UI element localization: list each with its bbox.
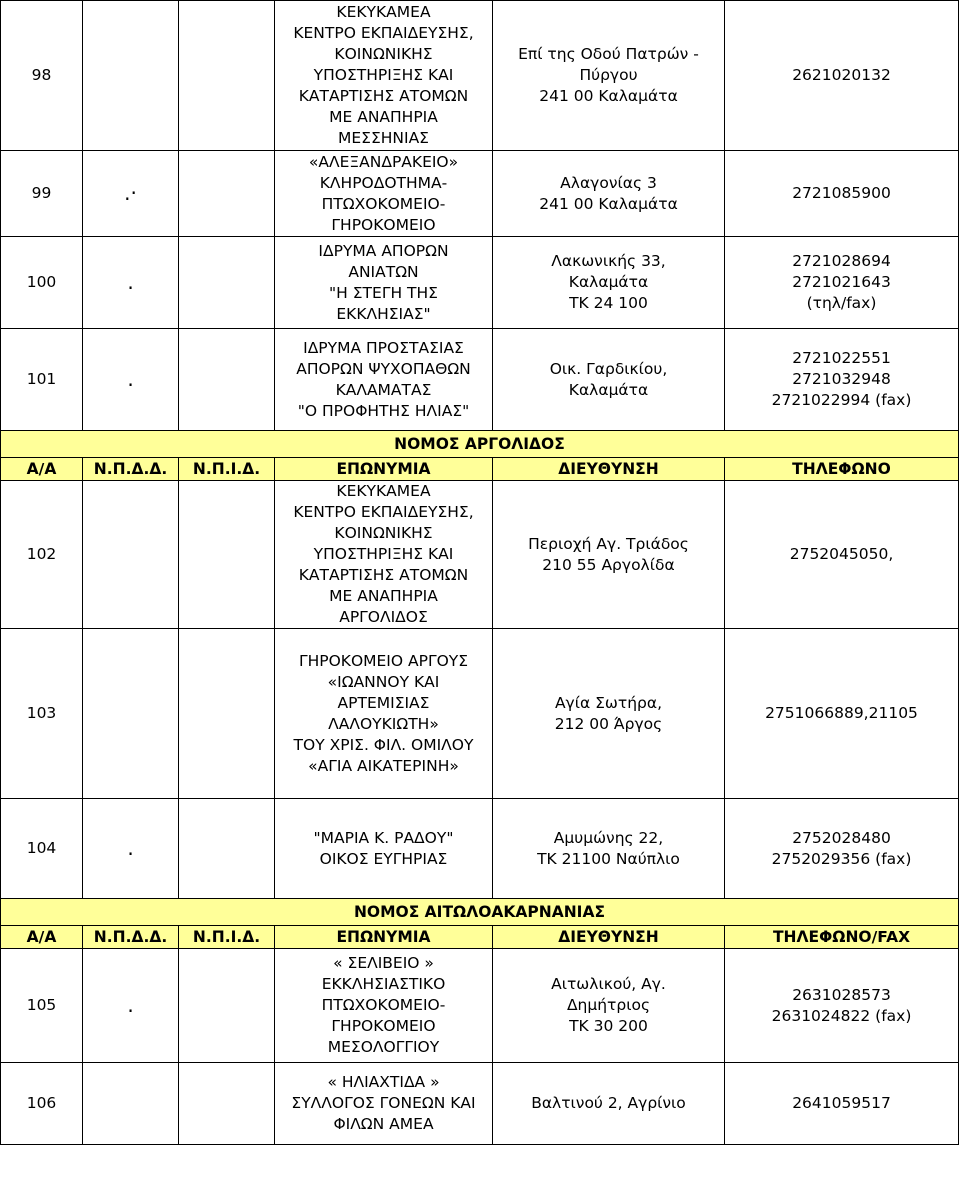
phone-line: 2721022551 (792, 349, 891, 367)
phone-cell (725, 1063, 959, 1145)
address-line: 210 55 Αργολίδα (542, 555, 675, 574)
name-line: ΙΔΡΥΜΑ ΠΡΟΣΤΑΣΙΑΣ (303, 338, 464, 357)
phone-line: 2752045050, (789, 545, 894, 563)
row-number: 102 (1, 481, 83, 629)
name-line: ΤΟΥ ΧΡΙΣ. ΦΙΛ. ΟΜΙΛΟΥ (293, 735, 474, 754)
address-cell (493, 481, 725, 629)
phone-cell (725, 799, 959, 899)
address-line: Αγία Σωτήρα, (554, 693, 663, 712)
address-line: Αλαγονίας 3 (560, 173, 657, 192)
name-line: ΚΟΙΝΩΝΙΚΗΣ (334, 45, 433, 63)
name-line: ΚΕΚΥΚΑΜΕΑ (336, 3, 431, 21)
npid-cell (179, 151, 275, 237)
npid-cell (179, 799, 275, 899)
phone-cell (725, 329, 959, 431)
address-line: Πύργου (579, 66, 638, 84)
name-line: «ΑΛΕΞΑΝΔΡΑΚΕΙΟ» (308, 152, 459, 171)
column-header-row (1, 926, 959, 949)
name-line: « ΗΛΙΑΧΤΙΔΑ » (327, 1073, 440, 1091)
name-line: ΚΑΤΑΡΤΙΣΗΣ ΑΤΟΜΩΝ (298, 566, 469, 584)
row-number: 101 (1, 329, 83, 431)
npid-cell (179, 237, 275, 329)
name-line: ΕΚΚΛΗΣΙΑΣΤΙΚΟ (321, 975, 446, 993)
header-aa: Α/Α (1, 458, 83, 481)
name-cell (275, 237, 493, 329)
phone-line: 2721032948 (792, 370, 891, 388)
phone-line: 2631024822 (fax) (771, 1006, 912, 1025)
npdd-cell: .· (83, 151, 179, 237)
name-line: ΥΠΟΣΤΗΡΙΞΗΣ ΚΑΙ (313, 545, 454, 563)
npdd-cell: . (83, 237, 179, 329)
phone-line: 2721021643 (792, 273, 891, 291)
phone-line: 2621020132 (792, 66, 891, 84)
phone-line: 2752028480 (792, 828, 891, 847)
table-row (1, 151, 959, 237)
address-cell (493, 237, 725, 329)
name-cell (275, 1063, 493, 1145)
phone-line: 2631028573 (792, 985, 891, 1004)
address-line: 241 00 Καλαμάτα (539, 194, 678, 213)
header-phone: ΤΗΛΕΦΩΝΟ (725, 458, 959, 481)
address-cell (493, 629, 725, 799)
name-cell (275, 629, 493, 799)
npdd-cell (83, 1, 179, 151)
name-line: ΟΙΚΟΣ ΕΥΓΗΡΙΑΣ (319, 849, 448, 868)
name-line: «ΑΓΙΑ ΑΙΚΑΤΕΡΙΝΗ» (308, 756, 459, 775)
address-line: Καλαμάτα (568, 273, 649, 291)
phone-cell (725, 237, 959, 329)
name-line: ΛΑΛΟΥΚΙΩΤΗ» (328, 714, 439, 733)
name-line: ΜΕ ΑΝΑΠΗΡΙΑ (329, 587, 438, 605)
name-line: ΠΤΩΧΟΚΟΜΕΙΟ- (321, 194, 446, 213)
phone-cell (725, 629, 959, 799)
phone-line: 2721022994 (fax) (771, 391, 912, 409)
address-line: Οικ. Γαρδικίου, (549, 359, 668, 378)
name-line: ΜΕ ΑΝΑΠΗΡΙΑ (329, 108, 438, 126)
npdd-cell (83, 1063, 179, 1145)
row-number: 104 (1, 799, 83, 899)
header-aa: Α/Α (1, 926, 83, 949)
phone-cell (725, 1, 959, 151)
name-line: « ΣΕΛΙΒΕΙΟ » (333, 954, 434, 972)
name-line: ΕΚΚΛΗΣΙΑΣ" (336, 304, 431, 323)
phone-cell (725, 949, 959, 1063)
header-npid: Ν.Π.Ι.Δ. (179, 458, 275, 481)
section-title-row (1, 899, 959, 926)
address-line: Βαλτινού 2, Αγρίνιο (531, 1094, 686, 1112)
header-npid: Ν.Π.Ι.Δ. (179, 926, 275, 949)
name-line: ΑΝΙΑΤΩΝ (348, 262, 419, 281)
npdd-cell (83, 629, 179, 799)
name-line: "Ο ΠΡΟΦΗΤΗΣ ΗΛΙΑΣ" (297, 401, 470, 420)
name-cell (275, 481, 493, 629)
npid-cell (179, 629, 275, 799)
npdd-cell: . (83, 329, 179, 431)
name-line: ΚΛΗΡΟΔΟΤΗΜΑ- (319, 173, 448, 192)
column-header-row (1, 458, 959, 481)
section-title-row (1, 431, 959, 458)
header-npdd: Ν.Π.Δ.Δ. (83, 458, 179, 481)
name-cell (275, 949, 493, 1063)
npid-cell (179, 329, 275, 431)
npdd-cell: . (83, 799, 179, 899)
header-npdd: Ν.Π.Δ.Δ. (83, 926, 179, 949)
address-line: Λακωνικής 33, (551, 252, 666, 270)
table-row (1, 799, 959, 899)
address-line: Καλαμάτα (568, 380, 649, 399)
name-line: ΑΠΟΡΩΝ ΨΥΧΟΠΑΘΩΝ (296, 359, 471, 378)
row-number: 105 (1, 949, 83, 1063)
npid-cell (179, 1063, 275, 1145)
address-cell (493, 151, 725, 237)
address-line: ΤΚ 30 200 (569, 1017, 648, 1035)
address-cell (493, 1, 725, 151)
name-line: "Η ΣΤΕΓΗ ΤΗΣ (329, 283, 438, 302)
name-line: ΙΔΡΥΜΑ ΑΠΟΡΩΝ (318, 241, 449, 260)
name-cell (275, 799, 493, 899)
name-line: ΜΕΣΣΗΝΙΑΣ (338, 129, 429, 147)
name-line: ΓΗΡΟΚΟΜΕΙΟ ΑΡΓΟΥΣ (298, 651, 469, 670)
name-line: "ΜΑΡΙΑ Κ. ΡΑΔΟΥ" (313, 828, 454, 847)
address-line: ΤΚ 21100 Ναύπλιο (537, 849, 680, 868)
row-number: 106 (1, 1063, 83, 1145)
phone-cell (725, 151, 959, 237)
section-title: ΝΟΜΟΣ ΑΙΤΩΛΟΑΚΑΡΝΑΝΙΑΣ (1, 899, 959, 926)
header-name: ΕΠΩΝΥΜΙΑ (275, 458, 493, 481)
npdd-cell: . (83, 949, 179, 1063)
table-row (1, 629, 959, 799)
npid-cell (179, 481, 275, 629)
header-name: ΕΠΩΝΥΜΙΑ (275, 926, 493, 949)
name-line: ΥΠΟΣΤΗΡΙΞΗΣ ΚΑΙ (313, 66, 454, 84)
address-cell (493, 949, 725, 1063)
name-line: ΚΟΙΝΩΝΙΚΗΣ (334, 524, 433, 542)
npid-cell (179, 949, 275, 1063)
address-line: Περιοχή Αγ. Τριάδος (528, 534, 689, 553)
phone-line: (τηλ/fax) (806, 294, 877, 312)
section-title: ΝΟΜΟΣ ΑΡΓΟΛΙΔΟΣ (1, 431, 959, 458)
address-cell (493, 1063, 725, 1145)
name-line: ΑΡΓΟΛΙΔΟΣ (339, 608, 428, 626)
address-cell (493, 799, 725, 899)
table-body (1, 1, 959, 1145)
row-number: 98 (1, 1, 83, 151)
table-row (1, 1, 959, 151)
address-line: Δημήτριος (566, 996, 651, 1014)
phone-line: 2752029356 (fax) (771, 849, 912, 868)
name-line: ΓΗΡΟΚΟΜΕΙΟ (331, 215, 436, 234)
name-line: ΜΕΣΟΛΟΓΓΙΟΥ (327, 1038, 440, 1056)
name-line: ΚΕΚΥΚΑΜΕΑ (336, 482, 431, 500)
row-number: 99 (1, 151, 83, 237)
header-address: ΔΙΕΥΘΥΝΣΗ (493, 926, 725, 949)
name-line: ΚΕΝΤΡΟ ΕΚΠΑΙΔΕΥΣΗΣ, (293, 24, 474, 42)
npdd-cell (83, 481, 179, 629)
address-line: 241 00 Καλαμάτα (539, 87, 678, 105)
address-line: Αιτωλικού, Αγ. (551, 975, 666, 993)
phone-cell (725, 481, 959, 629)
header-phone: ΤΗΛΕΦΩΝΟ/FAX (725, 926, 959, 949)
name-cell (275, 329, 493, 431)
address-line: 212 00 Άργος (554, 714, 663, 733)
name-cell (275, 1, 493, 151)
name-line: ΚΑΛΑΜΑΤΑΣ (335, 380, 432, 399)
name-line: ΣΥΛΛΟΓΟΣ ΓΟΝΕΩΝ ΚΑΙ (291, 1094, 476, 1112)
header-address: ΔΙΕΥΘΥΝΣΗ (493, 458, 725, 481)
address-line: ΤΚ 24 100 (569, 294, 648, 312)
address-line: Αμυμώνης 22, (553, 828, 664, 847)
name-line: ΚΕΝΤΡΟ ΕΚΠΑΙΔΕΥΣΗΣ, (293, 503, 474, 521)
name-line: «ΙΩΑΝΝΟΥ ΚΑΙ (327, 672, 440, 691)
phone-line: 2721085900 (792, 184, 891, 202)
row-number: 103 (1, 629, 83, 799)
phone-line: 2641059517 (792, 1094, 891, 1112)
table-row (1, 481, 959, 629)
table-row (1, 237, 959, 329)
table-row (1, 1063, 959, 1145)
name-cell (275, 151, 493, 237)
name-line: ΠΤΩΧΟΚΟΜΕΙΟ- (321, 996, 446, 1014)
table-row (1, 949, 959, 1063)
name-line: ΚΑΤΑΡΤΙΣΗΣ ΑΤΟΜΩΝ (298, 87, 469, 105)
address-cell (493, 329, 725, 431)
address-line: Επί της Οδού Πατρών - (518, 45, 699, 63)
npid-cell (179, 1, 275, 151)
name-line: ΓΗΡΟΚΟΜΕΙΟ (331, 1017, 436, 1035)
phone-line: 2721028694 (792, 252, 891, 270)
name-line: ΑΡΤΕΜΙΣΙΑΣ (337, 693, 430, 712)
name-line: ΦΙΛΩΝ ΑΜΕΑ (333, 1115, 434, 1133)
table-row (1, 329, 959, 431)
phone-line: 2751066889,21105 (765, 704, 918, 722)
row-number: 100 (1, 237, 83, 329)
